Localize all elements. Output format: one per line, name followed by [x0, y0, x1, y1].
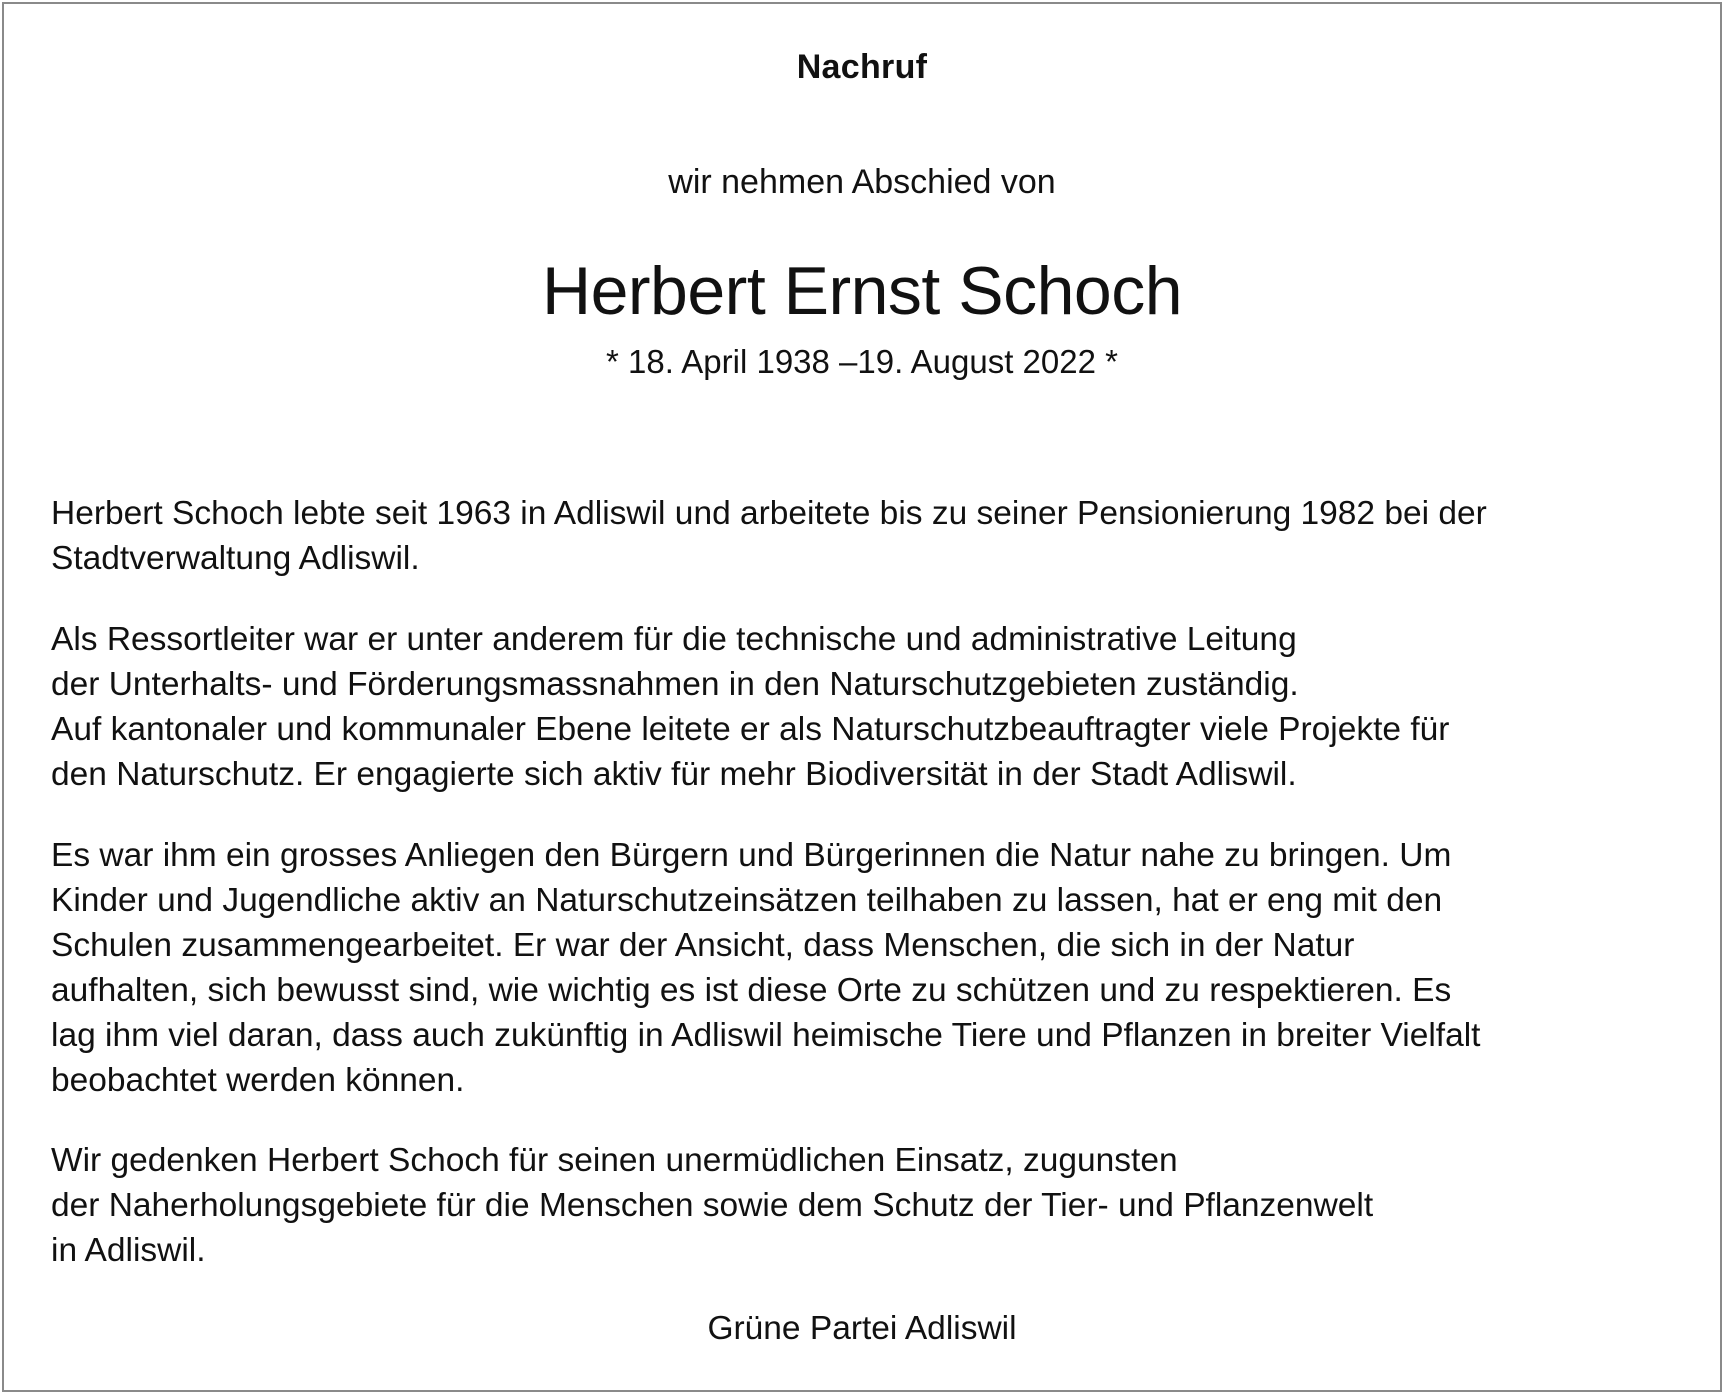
notice-label: Nachruf: [796, 48, 928, 86]
deceased-name: Herbert Ernst Schoch: [541, 253, 1183, 329]
paragraph-engagement: Es war ihm ein grosses Anliegen den Bürgern und Bürgerinnen die Natur nahe zu bringen. Um Kinder und Jugendliche aktiv an Naturschutzeinsätzen teilhaben zu lassen, hat er eng mit den Schulen zusammengearbeitet. Er war der Ansicht, dass Menschen, die sich in der Natur aufhalten, sich bewusst sind, wie wichtig es ist diese Orte zu schützen und zu respektieren. Es lag ihm viel daran, dass auch zukünftig in Adliswil heimische Tiere und Pflanzen in breiter Vielfalt beobachtet werden können.: [51, 837, 1481, 1099]
life-dates: * 18. April 1938 –19. August 2022 *: [606, 343, 1118, 380]
paragraph-remembrance: Wir gedenken Herbert Schoch für seinen unermüdlichen Einsatz, zugunsten der Naherholungsgebiete für die Menschen sowie dem Schutz der Tier- und Pflanzenwelt in Adliswil.: [51, 1142, 1374, 1269]
signature: Grüne Partei Adliswil: [707, 1310, 1017, 1347]
intro-line: wir nehmen Abschied von: [668, 163, 1056, 201]
paragraph-role: Als Ressortleiter war er unter anderem für die technische und administrative Leitung der Unterhalts- und Förderungsmassnahmen in den Naturschutzgebieten zuständig. Auf kantonaler und kommunaler Ebene leitete er als Naturschutzbeauftragter viele Projekte für den Naturschutz. Er engagierte sich aktiv für mehr Biodiversität in der Stadt Adliswil.: [51, 621, 1450, 793]
paragraph-career: Herbert Schoch lebte seit 1963 in Adliswil und arbeitete bis zu seiner Pensionierung 1982 bei der Stadtverwaltung Adliswil.: [51, 495, 1487, 577]
